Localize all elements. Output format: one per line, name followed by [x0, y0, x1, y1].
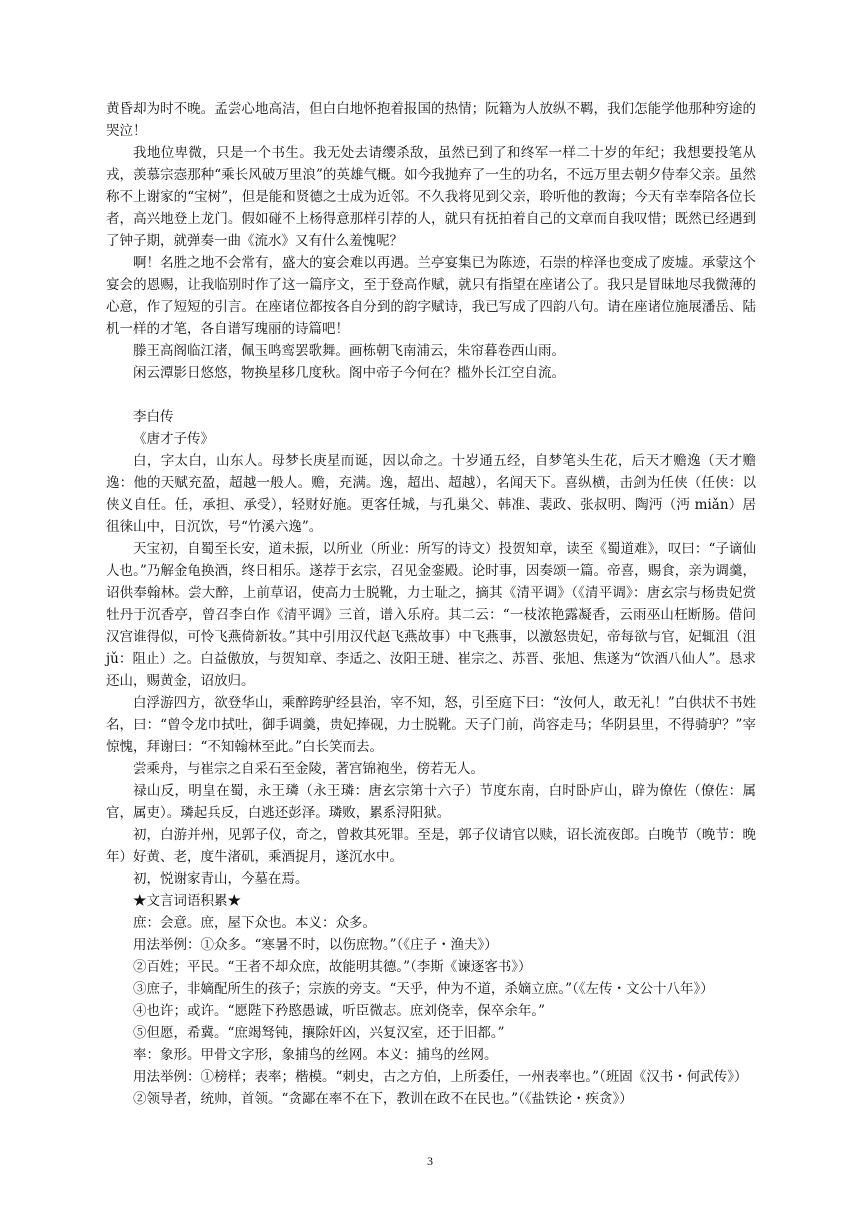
paragraph: 黄昏却为时不晚。孟尝心地高洁，但白白地怀抱着报国的热情；阮籍为人放纵不羁，我们怎能学他那种穷途的哭泣！ — [106, 101, 756, 139]
paragraph: ⑤但愿，希冀。“庶竭驽钝，攘除奸凶，兴复汉室，还于旧都。” — [133, 1025, 505, 1041]
paragraph: ④也许；或许。“愿陛下矜愍愚诚，听臣微志。庶刘侥幸，保卒余年。” — [133, 1003, 546, 1019]
paragraph: ★文言词语积累★ — [133, 893, 241, 909]
page-number: 3 — [427, 1154, 433, 1168]
paragraph: 庶：会意。庶，屋下众也。本义：众多。 — [133, 915, 376, 931]
paragraph: 滕王高阁临江渚，佩玉鸣鸾罢歌舞。画栋朝飞南浦云，朱帘暮卷西山雨。 — [133, 343, 565, 359]
paragraph: ②领导者，统帅，首领。“贪鄙在率不在下，教训在政不在民也。”（《盐铁论・疾贪》） — [133, 1091, 633, 1107]
paragraph: 白，字太白，山东人。母梦长庚星而诞，因以命之。十岁通五经，自梦笔头生花，后天才赡逸（天才赡逸：他的天赋充盈，超越一般人。赡，充满。逸，超出、超越），名闻天下。喜纵横，击剑为任侠（任侠：以侠义自任。任，承担、承受），轻财好施。更客任城，与孔巢父、韩准、裴政、张叔明、陶沔（沔 miǎn）居徂徕山中，日沉饮，号“竹溪六逸”。 — [106, 453, 756, 535]
paragraph: 禄山反，明皇在蜀，永王璘（永王璘：唐玄宗第十六子）节度东南，白时卧庐山，辟为僚佐（僚佐：属官，属吏）。璘起兵反，白逃还彭泽。璘败，累系浔阳狱。 — [106, 783, 756, 821]
paragraph: 初，白游并州，见郭子仪，奇之，曾救其死罪。至是，郭子仪请官以赎，诏长流夜郎。白晚节（晚节：晚年）好黄、老，度牛渚矶，乘酒捉月，遂沉水中。 — [106, 827, 756, 865]
paragraph: 我地位卑微，只是一个书生。我无处去请缨杀敌，虽然已到了和终军一样二十岁的年纪；我想要投笔从戎，羡慕宗悫那种“乘长风破万里浪”的英雄气概。如今我抛弃了一生的功名，不远万里去朝夕侍奉父亲。虽然称不上谢家的“宝树”，但是能和贤德之士成为近邻。不久我将见到父亲，聆听他的教诲；今天有幸奉陪各位长者，高兴地登上龙门。假如碰不上杨得意那样引荐的人，就只有抚拍着自己的文章而自我叹惜；既然已经遇到了钟子期，就弹奏一曲《流水》又有什么羞愧呢？ — [106, 145, 756, 249]
paragraph: 闲云潭影日悠悠，物换星移几度秋。阁中帝子今何在？槛外长江空自流。 — [133, 365, 565, 381]
paragraph: 天宝初，自蜀至长安，道未振，以所业（所业：所写的诗文）投贺知章，读至《蜀道难》，叹曰：“子谪仙人也。”乃解金龟换酒，终日相乐。遂荐于玄宗，召见金銮殿。论时事，因奏颂一篇。帝喜，赐食，亲为调羹，诏供奉翰林。尝大醉，上前草诏，使高力士脱靴，力士耻之，摘其《清平调》（《清平调》：唐玄宗与杨贵妃赏牡丹于沉香亭，曾召李白作《清平调》三首，谱入乐府。其二云：“一枝浓艳露凝香，云雨巫山枉断肠。借问汉宫谁得似，可怜飞燕倚新妆。”其中引用汉代赵飞燕故事）中飞燕事，以激怒贵妃，帝每欲与官，妃辄沮（沮 jǔ：阻止）之。白益傲放，与贺知章、李适之、汝阳王琎、崔宗之、苏晋、张旭、焦遂为“饮酒八仙人”。恳求还山，赐黄金，诏放归。 — [106, 541, 756, 689]
paragraph: 《唐才子传》 — [133, 431, 214, 447]
paragraph: ②百姓；平民。“王者不却众庶，故能明其德。”（李斯《谏逐客书》） — [133, 959, 532, 975]
paragraph: 用法举例：①榜样；表率；楷模。“刺史，古之方伯，上所委任，一州表率也。”（班固《汉书・何武传》） — [133, 1069, 748, 1085]
paragraph: 啊！名胜之地不会常有，盛大的宴会难以再遇。兰亭宴集已为陈迹，石崇的梓泽也变成了废墟。承蒙这个宴会的恩赐，让我临别时作了这一篇序文，至于登高作赋，就只有指望在座诸公了。我只是冒昧地尽我微薄的心意，作了短短的引言。在座诸位都按各自分到的韵字赋诗，我已写成了四韵八句。请在座诸位施展潘岳、陆机一样的才笔，各自谱写瑰丽的诗篇吧！ — [106, 255, 756, 337]
paragraph: 李白传 — [133, 409, 174, 425]
paragraph: 用法举例：①众多。“寒暑不时，以伤庶物。”（《庄子・渔夫》） — [133, 937, 498, 953]
paragraph: ③庶子，非嫡配所生的孩子；宗族的旁支。“天乎，仲为不道，杀嫡立庶。”（《左传・文公十八年》） — [133, 981, 714, 997]
paragraph: 白浮游四方，欲登华山，乘醉跨驴经县治，宰不知，怒，引至庭下曰：“汝何人，敢无礼！”白供状不书姓名，曰：“曾令龙巾拭吐，御手调羹，贵妃捧砚，力士脱靴。天子门前，尚容走马；华阴县里，不得骑驴？”宰惊愧，拜谢曰：“不知翰林至此。”白长笑而去。 — [106, 695, 756, 755]
document-body — [106, 98, 756, 1110]
paragraph: 尝乘舟，与崔宗之自采石至金陵，著宫锦袍坐，傍若无人。 — [133, 761, 484, 777]
paragraph: 初，悦谢家青山，今墓在焉。 — [133, 871, 309, 887]
paragraph: 率：象形。甲骨文字形，象捕鸟的丝网。本义：捕鸟的丝网。 — [133, 1047, 498, 1063]
